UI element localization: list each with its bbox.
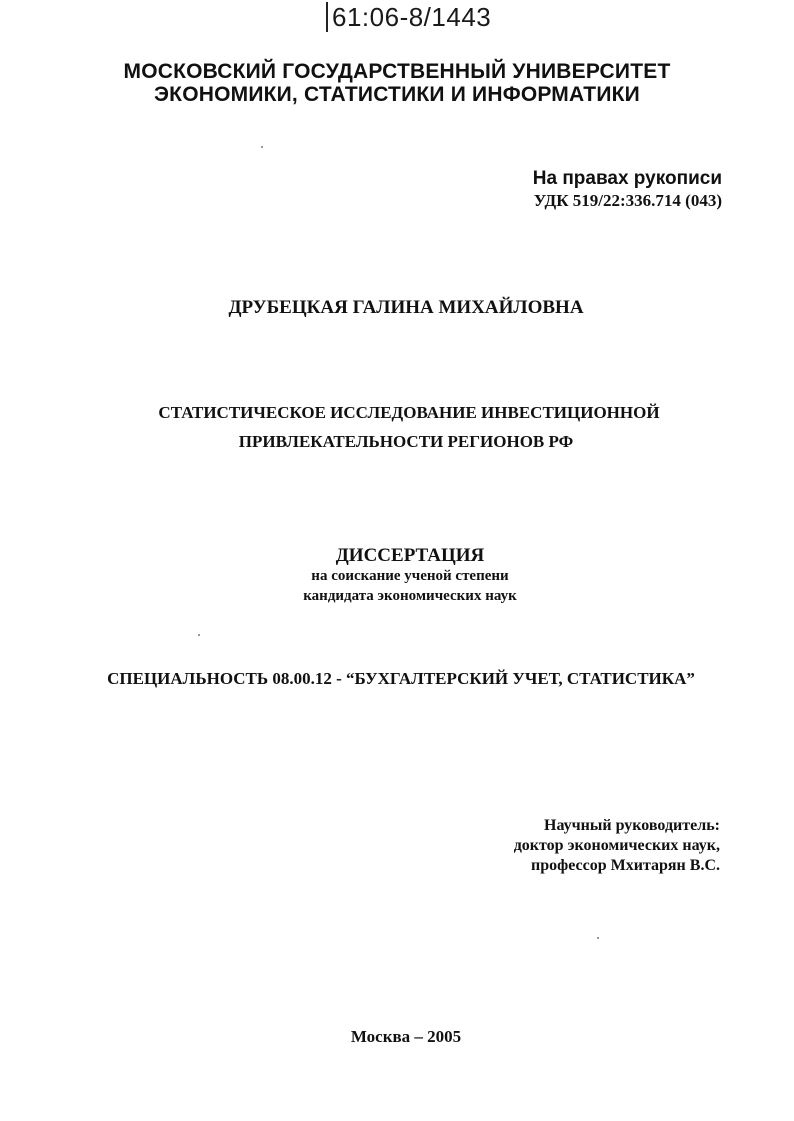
scan-speck <box>261 146 263 148</box>
supervisor-name: профессор Мхитарян В.С. <box>531 857 720 874</box>
thesis-title-line1: СТАТИСТИЧЕСКОЕ ИССЛЕДОВАНИЕ ИНВЕСТИЦИОННОЙ <box>158 403 660 422</box>
specialty-line: СПЕЦИАЛЬНОСТЬ 08.00.12 - “БУХГАЛТЕРСКИЙ УЧЕТ, СТАТИСТИКА” <box>107 669 695 688</box>
degree-line2: кандидата экономических наук <box>303 588 517 604</box>
supervisor-label: Научный руководитель: <box>544 817 720 834</box>
scan-speck <box>597 937 599 939</box>
supervisor-degree: доктор экономических наук, <box>513 837 720 854</box>
thesis-title-line2: ПРИВЛЕКАТЕЛЬНОСТИ РЕГИОНОВ РФ <box>238 432 574 451</box>
university-name-line1: МОСКОВСКИЙ ГОСУДАРСТВЕННЫЙ УНИВЕРСИТЕТ <box>123 60 671 83</box>
city-year: Москва – 2005 <box>350 1027 462 1046</box>
dissertation-heading: ДИССЕРТАЦИЯ <box>335 545 485 566</box>
manuscript-rights: На правах рукописи <box>532 168 722 189</box>
catalog-stamp: 61:06-8/1443 <box>332 2 492 32</box>
university-name-line2: ЭКОНОМИКИ, СТАТИСТИКИ И ИНФОРМАТИКИ <box>154 83 640 106</box>
author-name: ДРУБЕЦКАЯ ГАЛИНА МИХАЙЛОВНА <box>228 297 584 318</box>
udk-code: УДК 519/22:336.714 (043) <box>533 191 722 210</box>
scan-speck <box>198 634 200 636</box>
stamp-divider <box>326 2 328 32</box>
degree-line1: на соискание ученой степени <box>311 568 509 584</box>
